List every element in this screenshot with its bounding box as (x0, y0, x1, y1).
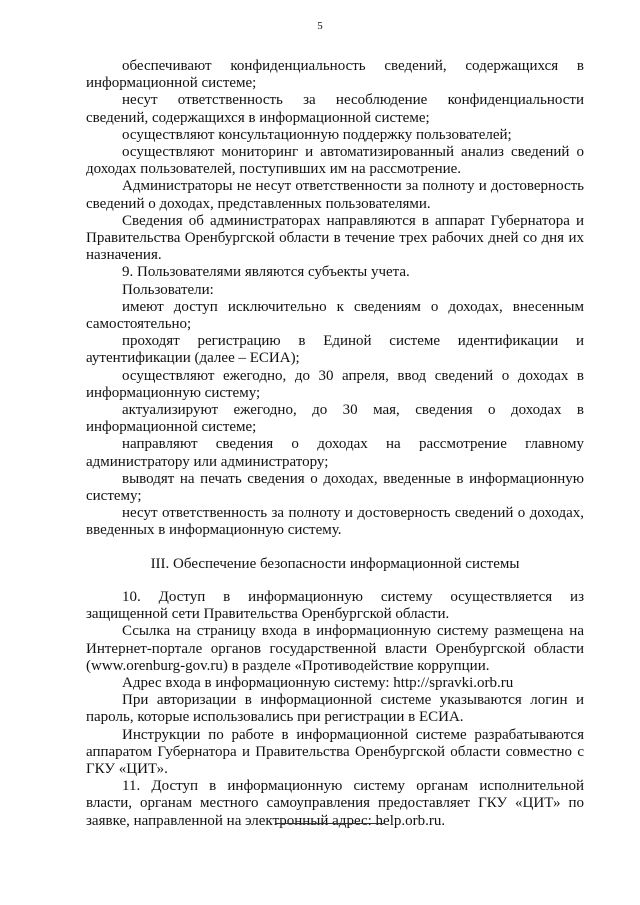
paragraph: осуществляют мониторинг и автоматизированный анализ сведений о доходах пользователей, поступивших им на рассмотрение. (86, 144, 584, 178)
paragraph: 11. Доступ в информационную систему органам исполнительной власти, органам местного самоуправления предоставляет ГКУ «ЦИТ» по заявке, направленной на электронный адрес: help.orb.ru. (86, 778, 584, 829)
paragraph: направляют сведения о доходах на рассмотрение главному администратору или администратору; (86, 436, 584, 470)
page-number: 5 (317, 20, 323, 32)
paragraph: Администраторы не несут ответственности за полноту и достоверность сведений о доходах, представленных пользователями. (86, 178, 584, 212)
paragraph: выводят на печать сведения о доходах, введенные в информационную систему; (86, 470, 584, 505)
paragraph: Адрес входа в информационную систему: http://spravki.orb.ru (122, 674, 514, 691)
paragraph: несут ответственность за несоблюдение конфиденциальности сведений, содержащихся в информационной системе; (86, 92, 584, 126)
paragraph: несут ответственность за полноту и достоверность сведений о доходах, введенных в информационную систему. (86, 505, 584, 539)
paragraph: осуществляют консультационную поддержку пользователей; (122, 126, 512, 143)
section-heading: III. Обеспечение безопасности информационной системы (150, 555, 520, 572)
end-divider (276, 823, 384, 824)
paragraph: проходят регистрацию в Единой системе идентификации и аутентификации (далее – ЕСИА); (86, 333, 584, 367)
paragraph: осуществляют ежегодно, до 30 апреля, ввод сведений о доходах в информационную систему; (86, 367, 584, 401)
paragraph: Пользователи: (122, 281, 214, 298)
paragraph: Сведения об администраторах направляются в аппарат Губернатора и Правительства Оренбургской области в течение трех рабочих дней со дня их назначения. (86, 212, 584, 264)
paragraph: Ссылка на страницу входа в информационную систему размещена на Интернет-портале органов государственной власти Оренбургской области (www.orenburg-gov.ru) в разделе «Противодействие коррупции. (86, 623, 584, 674)
paragraph: имеют доступ исключительно к сведениям о доходах, внесенным самостоятельно; (86, 298, 584, 333)
paragraph: обеспечивают конфиденциальность сведений, содержащихся в информационной системе; (86, 58, 584, 92)
paragraph: 9. Пользователями являются субъекты учета. (122, 264, 410, 281)
paragraph: 10. Доступ в информационную систему осуществляется из защищенной сети Правительства Оренбургской области. (86, 588, 584, 623)
paragraph: Инструкции по работе в информационной системе разрабатываются аппаратом Губернатора и Правительства Оренбургской области совместно с ГКУ «ЦИТ». (86, 726, 584, 777)
paragraph: При авторизации в информационной системе указываются логин и пароль, которые использовались при регистрации в ЕСИА. (86, 692, 584, 726)
paragraph: актуализируют ежегодно, до 30 мая, сведения о доходах в информационной системе; (86, 402, 584, 436)
document-body (86, 58, 584, 830)
